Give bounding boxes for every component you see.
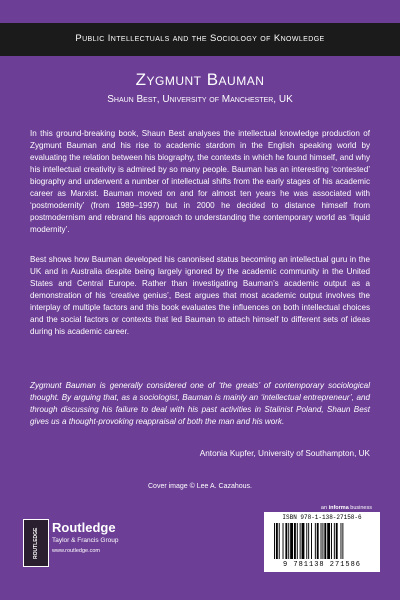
publisher-group: Taylor & Francis Group	[52, 537, 119, 544]
barcode-icon	[274, 523, 374, 559]
book-title: Zygmunt Bauman	[135, 70, 265, 89]
informa-business-tag	[321, 505, 372, 511]
publisher-url: www.routledge.com	[52, 548, 100, 554]
publisher-name: Routledge	[52, 520, 116, 535]
informa-prefix: an	[320, 505, 329, 511]
routledge-logo-icon	[23, 519, 49, 567]
isbn-label: ISBN 978-1-138-27158-6	[282, 514, 362, 521]
informa-suffix: business	[348, 505, 372, 511]
endorsement-quote: Zygmunt Bauman is generally considered one of ‘the greats’ of contemporary sociological thought. By arguing that, as a sociologist, Bauman is mainly an ‘intellectual entrepreneur’, and through discussing his failure to deal with his past activities in Stalinist Poland, Shaun Best gives us a thought-provoking reappraisal of both the man and his work.	[30, 381, 370, 426]
cover-image-credit: Cover image © Lee A. Cazahous.	[148, 483, 252, 490]
series-title: Public Intellectuals and the Sociology of Knowledge	[75, 33, 325, 44]
isbn-digits: 9 781138 271586	[282, 561, 361, 569]
series-banner	[0, 23, 400, 56]
book-author: Shaun Best, University of Manchester, UK	[107, 94, 293, 105]
publisher-logo-text: ROUTLEDGE	[33, 527, 39, 559]
endorsement-attribution: Antonia Kupfer, University of Southampton, UK	[199, 449, 370, 458]
description-paragraph-2: Best shows how Bauman developed his canonised status becoming an intellectual guru in the UK and in Australia despite being largely ignored by the academic community in the United States and Central Europe. Rather than investigating Bauman’s academic output as a demonstration of his ‘creative genius’, Best argues that most academic output involves the interplay of multiple factors and this book evaluates the influences on both intellectual choices and the social factors or contexts that led Bauman to attach himself to different sets of ideas during his academic career.	[30, 255, 370, 336]
informa-brand: informa	[328, 505, 349, 511]
isbn-barcode-panel	[264, 512, 380, 572]
description-paragraph-1: In this ground-breaking book, Shaun Best analyses the intellectual knowledge production of Zygmunt Bauman and his rise to academic stardom in the English speaking world by evaluating the relation between his biography, the contexts in which he found himself, and why his intellectual creativity is admired by so many people. Bauman has an interesting ‘contested’ biography and underwent a number of intellectual shifts from the early stages of his academic career as Marxist. Bauman moved on and for almost ten years he was associated with ‘postmodernity’ (from 1989–1997) but in 2000 he decided to distance himself from postmodernism and rebrand his approach to understanding the contemporary world as ‘liquid modernity’.	[30, 129, 370, 234]
